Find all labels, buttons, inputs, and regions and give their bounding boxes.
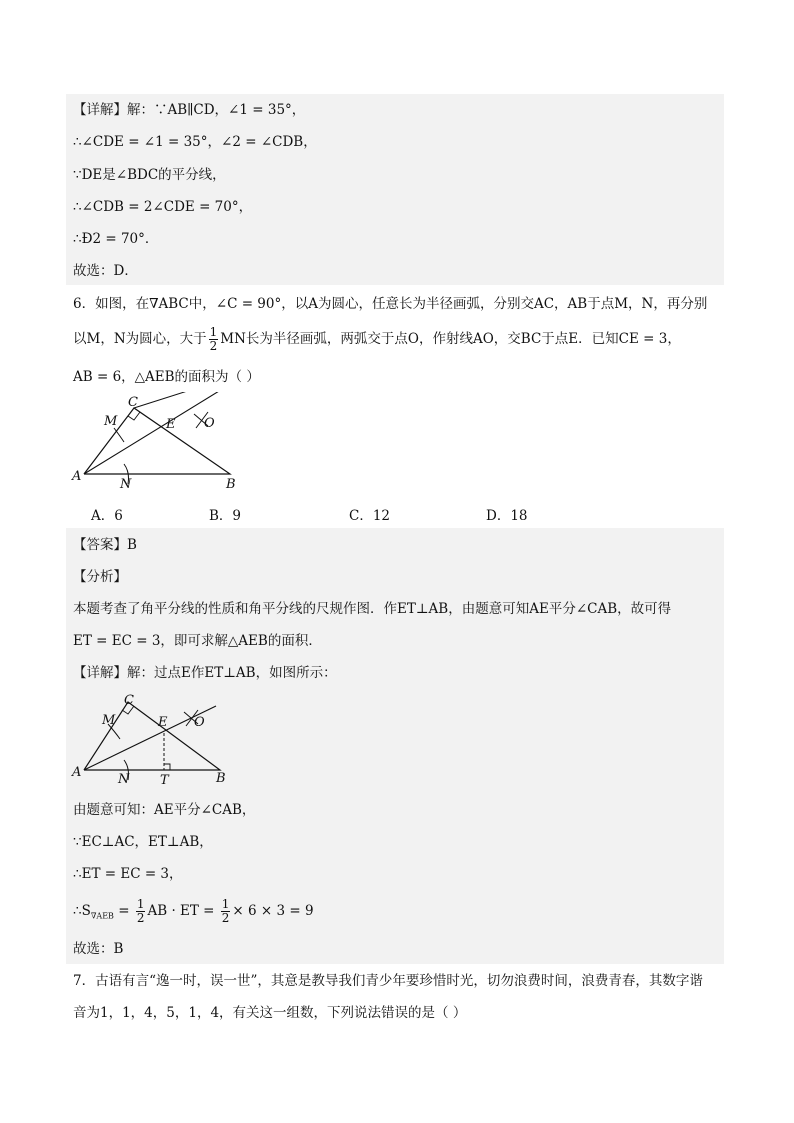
label-O: O xyxy=(204,416,215,431)
choice-line-2: 故选：B xyxy=(73,941,124,957)
detail-line-2: ∴∠CDE = ∠1 = 35°，∠2 = ∠CDB， xyxy=(73,134,317,150)
analysis-line-2: ET = EC = 3，即可求解△AEB的面积． xyxy=(73,633,322,649)
triangle-figure-1 xyxy=(68,392,238,492)
option-a: A．6 xyxy=(91,508,123,524)
choice-line: 故选：D． xyxy=(73,263,138,279)
question-7-line-1: 7．古语有言“逸一时，误一世”，其意是教导我们青少年要珍惜时光，切勿浪费时间，浪费青春，其数字谐 xyxy=(73,973,703,989)
label-M: M xyxy=(104,414,118,429)
label-O: O xyxy=(194,715,205,730)
option-c: C．12 xyxy=(349,508,391,524)
label-E: E xyxy=(166,417,176,432)
label-B: B xyxy=(216,771,226,786)
detail-step-4: $\therefore S_{\nabla AEB}$ = $\frac{1}{2}$ AB · ET = $\frac{1}{2}$ × 6 × 3 = 9 xyxy=(73,897,314,925)
label-C: C xyxy=(124,693,134,708)
analysis-line-1: 本题考查了角平分线的性质和角平分线的尺规作图．作ET⊥AB，由题意可知AE平分∠CAB，故可得 xyxy=(73,601,672,617)
detail-line-1: 【详解】解：∵AB∥CD，∠1 = 35°， xyxy=(73,102,306,118)
question-6-line-1: 6．如图，在∇ABC中，∠C = 90°，以A为圆心，任意长为半径画弧，分别交AC，AB于点M，N，再分别 xyxy=(73,296,708,312)
question-6-line-2: 以M，N为圆心，大于 $\frac{1}{2}$ MN长为半径画弧，两弧交于点O，作射线AO，交BC于点E．已知CE = 3， xyxy=(73,325,681,353)
detail-line-5: ∴Ð2 = 70°． xyxy=(73,231,159,247)
option-d: D．18 xyxy=(486,508,528,524)
detail-intro: 【详解】解：过点E作ET⊥AB，如图所示： xyxy=(73,665,337,681)
label-A: A xyxy=(72,469,82,484)
label-N: N xyxy=(120,477,132,492)
solution-block-top xyxy=(66,94,724,285)
detail-line-4: ∴∠CDB = 2∠CDE = 70°， xyxy=(73,199,253,215)
fraction-half: $\frac{1}{2}$ xyxy=(209,325,218,353)
option-b: B．9 xyxy=(209,508,242,524)
label-N: N xyxy=(118,772,130,787)
label-A: A xyxy=(72,765,82,780)
detail-step-2: ∵EC⊥AC，ET⊥AB， xyxy=(73,834,213,850)
answer-line: 【答案】B xyxy=(73,537,137,553)
question-6-line-3: AB = 6，△AEB的面积为（ ） xyxy=(73,369,260,385)
detail-step-1: 由题意可知：AE平分∠CAB， xyxy=(73,802,256,818)
analysis-title: 【分析】 xyxy=(73,569,127,585)
label-C: C xyxy=(128,395,138,410)
detail-line-3: ∵DE是∠BDC的平分线， xyxy=(73,167,226,183)
triangle-figure-2 xyxy=(68,692,238,787)
label-T: T xyxy=(160,773,169,787)
detail-step-3: ∴ET = EC = 3， xyxy=(73,866,183,882)
label-M: M xyxy=(102,713,116,728)
question-7-line-2: 音为1，1，4，5，1，4，有关这一组数，下列说法错误的是（ ） xyxy=(73,1005,467,1021)
label-B: B xyxy=(226,477,236,492)
label-E: E xyxy=(158,715,168,730)
